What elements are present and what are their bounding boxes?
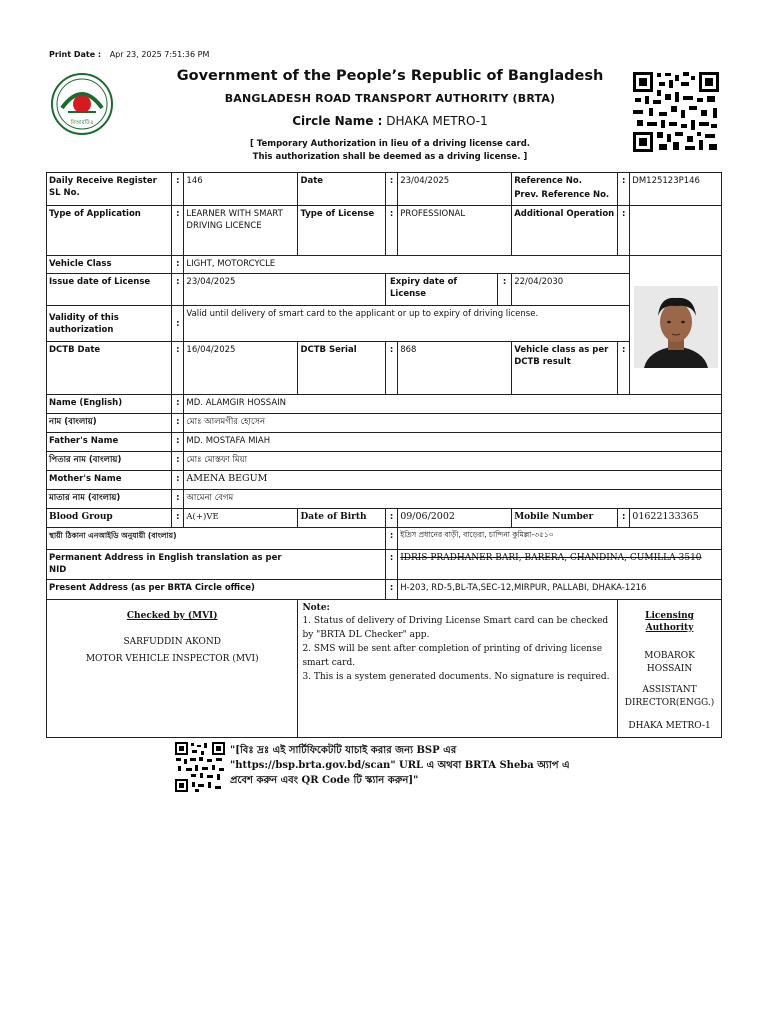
issue-date-value: 23/04/2025: [184, 274, 386, 306]
colon: :: [172, 490, 184, 509]
note-section: [298, 600, 618, 738]
issue-date-label: Issue date of License: [47, 274, 172, 306]
colon: :: [618, 173, 630, 206]
colon: :: [618, 509, 630, 528]
note-item-3: 3. This is a system generated documents. No signature is required.: [302, 672, 610, 682]
validity-label: Validity of this authorization: [47, 306, 172, 342]
blood-value: A(+)VE: [184, 509, 298, 528]
verification-qr-code-icon: [174, 741, 226, 793]
colon: :: [618, 206, 630, 256]
application-type-value: LEARNER WITH SMART DRIVING LICENCE: [184, 206, 298, 256]
applicant-photo: [634, 286, 718, 368]
license-info-table: [46, 172, 722, 738]
colon: :: [385, 550, 397, 580]
spacer: [298, 528, 386, 550]
svg-text:বিআরটিএ: বিআরটিএ: [70, 120, 94, 126]
colon: :: [172, 256, 184, 274]
date-label: Date: [298, 173, 386, 206]
mobile-value: 01622133365: [630, 509, 722, 528]
checked-by-title: Checked by (MVI): [126, 611, 218, 621]
government-title: Government of the People’s Republic of Bangladesh: [176, 68, 604, 84]
spacer: [298, 550, 386, 580]
licensing-office: DHAKA METRO-1: [628, 721, 711, 731]
prev-reference-label: Prev. Reference No.: [514, 190, 610, 200]
reference-value: DM125123P146: [630, 173, 722, 206]
dctb-class-label: Vehicle class as per DCTB result: [512, 342, 618, 395]
licensing-title: Licensing Authority: [645, 611, 694, 633]
colon: :: [385, 580, 397, 600]
present-label: Present Address (as per BRTA Circle office): [47, 580, 298, 600]
dctb-date-label: DCTB Date: [47, 342, 172, 395]
colon: :: [172, 306, 184, 342]
father-label: Father's Name: [47, 433, 172, 452]
print-date: [49, 50, 209, 59]
vehicle-class-value: LIGHT, MOTORCYCLE: [184, 256, 630, 274]
notice-line-1: [ Temporary Authorization in lieu of a driving license card.: [249, 139, 531, 149]
mother-value: AMENA BEGUM: [184, 471, 722, 490]
expiry-date-label: Expiry date of License: [385, 274, 497, 306]
photo-cell: [630, 256, 722, 395]
mobile-label: Mobile Number: [512, 509, 618, 528]
expiry-date-value: 22/04/2030: [512, 274, 630, 306]
verification-instruction: "[বিঃ দ্রঃ এই সার্টিফিকেটটি যাচাই করার জন্য BSP এর "https://bsp.brta.gov.bd/scan" URL এ অথবা BRTA Sheba অ্যাপ এ প্রবেশ করুন এবং QR Code টি স্ক্যান করুন]": [230, 745, 570, 786]
authority-title: BANGLADESH ROAD TRANSPORT AUTHORITY (BRTA): [224, 92, 556, 105]
notice-line-2: This authorization shall be deemed as a driving license. ]: [252, 152, 528, 162]
colon: :: [385, 509, 397, 528]
colon: :: [385, 528, 397, 550]
dctb-date-value: 16/04/2025: [184, 342, 298, 395]
colon: :: [497, 274, 511, 306]
mother-bn-value: আমেনা বেগম: [184, 490, 722, 509]
dctb-serial-value: 868: [398, 342, 512, 395]
colon: :: [172, 509, 184, 528]
qr-code-icon: [631, 70, 721, 154]
licensing-authority-section: [618, 600, 722, 738]
colon: :: [385, 342, 397, 395]
register-value: 146: [184, 173, 298, 206]
reference-label: Reference No.: [514, 176, 582, 186]
colon: :: [172, 471, 184, 490]
reference-labels: [512, 173, 618, 206]
license-type-label: Type of License: [298, 206, 386, 256]
license-type-value: PROFESSIONAL: [398, 206, 512, 256]
circle-name: [150, 114, 630, 128]
colon: :: [385, 206, 397, 256]
father-value: MD. MOSTAFA MIAH: [184, 433, 722, 452]
circle-name-value: DHAKA METRO-1: [386, 114, 488, 128]
spacer: [298, 580, 386, 600]
perm-en-label: Permanent Address in English translation as per NID: [47, 550, 298, 580]
print-date-value: Apr 23, 2025 7:51:36 PM: [109, 50, 210, 59]
mother-label: Mother's Name: [47, 471, 172, 490]
dob-value: 09/06/2002: [398, 509, 512, 528]
print-date-label: Print Date :: [49, 50, 102, 59]
colon: :: [172, 342, 184, 395]
colon: :: [172, 433, 184, 452]
blood-label: Blood Group: [47, 509, 172, 528]
vehicle-class-label: Vehicle Class: [47, 256, 172, 274]
additional-operation-label: Additional Operation: [512, 206, 618, 256]
licensing-name: MOBAROK HOSSAIN: [644, 651, 695, 674]
note-title: Note:: [302, 603, 330, 613]
perm-bn-value: ইদ্রিস প্রধানের বাড়ী, বাড়েরা, চান্দিনা কুমিল্লা-৩৫১০: [398, 528, 722, 550]
colon: :: [385, 173, 397, 206]
colon: :: [172, 395, 184, 414]
note-item-2: 2. SMS will be sent after completion of printing of driving license smart card.: [302, 644, 603, 668]
checked-by-designation: MOTOR VEHICLE INSPECTOR (MVI): [85, 654, 259, 664]
additional-operation-value: [630, 206, 722, 256]
licensing-designation: ASSISTANT DIRECTOR(ENGG.): [624, 685, 715, 708]
validity-value: Valid until delivery of smart card to the applicant or up to expiry of driving license.: [184, 306, 630, 342]
name-bn-value: মোঃ আলমগীর হোসেন: [184, 414, 722, 433]
brta-logo: [50, 72, 114, 136]
authorization-notice: [150, 138, 630, 164]
application-type-label: Type of Application: [47, 206, 172, 256]
name-bn-label: নাম (বাংলায়): [47, 414, 172, 433]
present-value: H-203, RD-5,BL-TA,SEC-12,MIRPUR, PALLABI, DHAKA-1216: [398, 580, 722, 600]
name-en-value: MD. ALAMGIR HOSSAIN: [184, 395, 722, 414]
colon: :: [172, 173, 184, 206]
colon: :: [172, 414, 184, 433]
note-item-1: 1. Status of delivery of Driving License Smart card can be checked by "BRTA DL Checker" app.: [302, 616, 609, 640]
colon: :: [172, 206, 184, 256]
father-bn-label: পিতার নাম (বাংলায়): [47, 452, 172, 471]
father-bn-value: মোঃ মোস্তফা মিয়া: [184, 452, 722, 471]
date-value: 23/04/2025: [398, 173, 512, 206]
colon: :: [172, 452, 184, 471]
colon: :: [172, 274, 184, 306]
perm-bn-label: স্থায়ী ঠিকানা এনআইডি অনুযায়ী (বাংলায়): [47, 528, 298, 550]
circle-name-label: Circle Name :: [292, 114, 383, 128]
checked-by-name: SARFUDDIN AKOND: [123, 637, 221, 647]
colon: :: [618, 342, 630, 395]
dob-label: Date of Birth: [298, 509, 386, 528]
register-label: Daily Receive Register SL No.: [47, 173, 172, 206]
dctb-serial-label: DCTB Serial: [298, 342, 386, 395]
checked-by-section: [47, 600, 298, 738]
name-en-label: Name (English): [47, 395, 172, 414]
mother-bn-label: মাতার নাম (বাংলায়): [47, 490, 172, 509]
perm-en-value: IDRIS PRADHANER BARI, BARERA, CHANDINA, CUMILLA-3510: [398, 550, 722, 580]
